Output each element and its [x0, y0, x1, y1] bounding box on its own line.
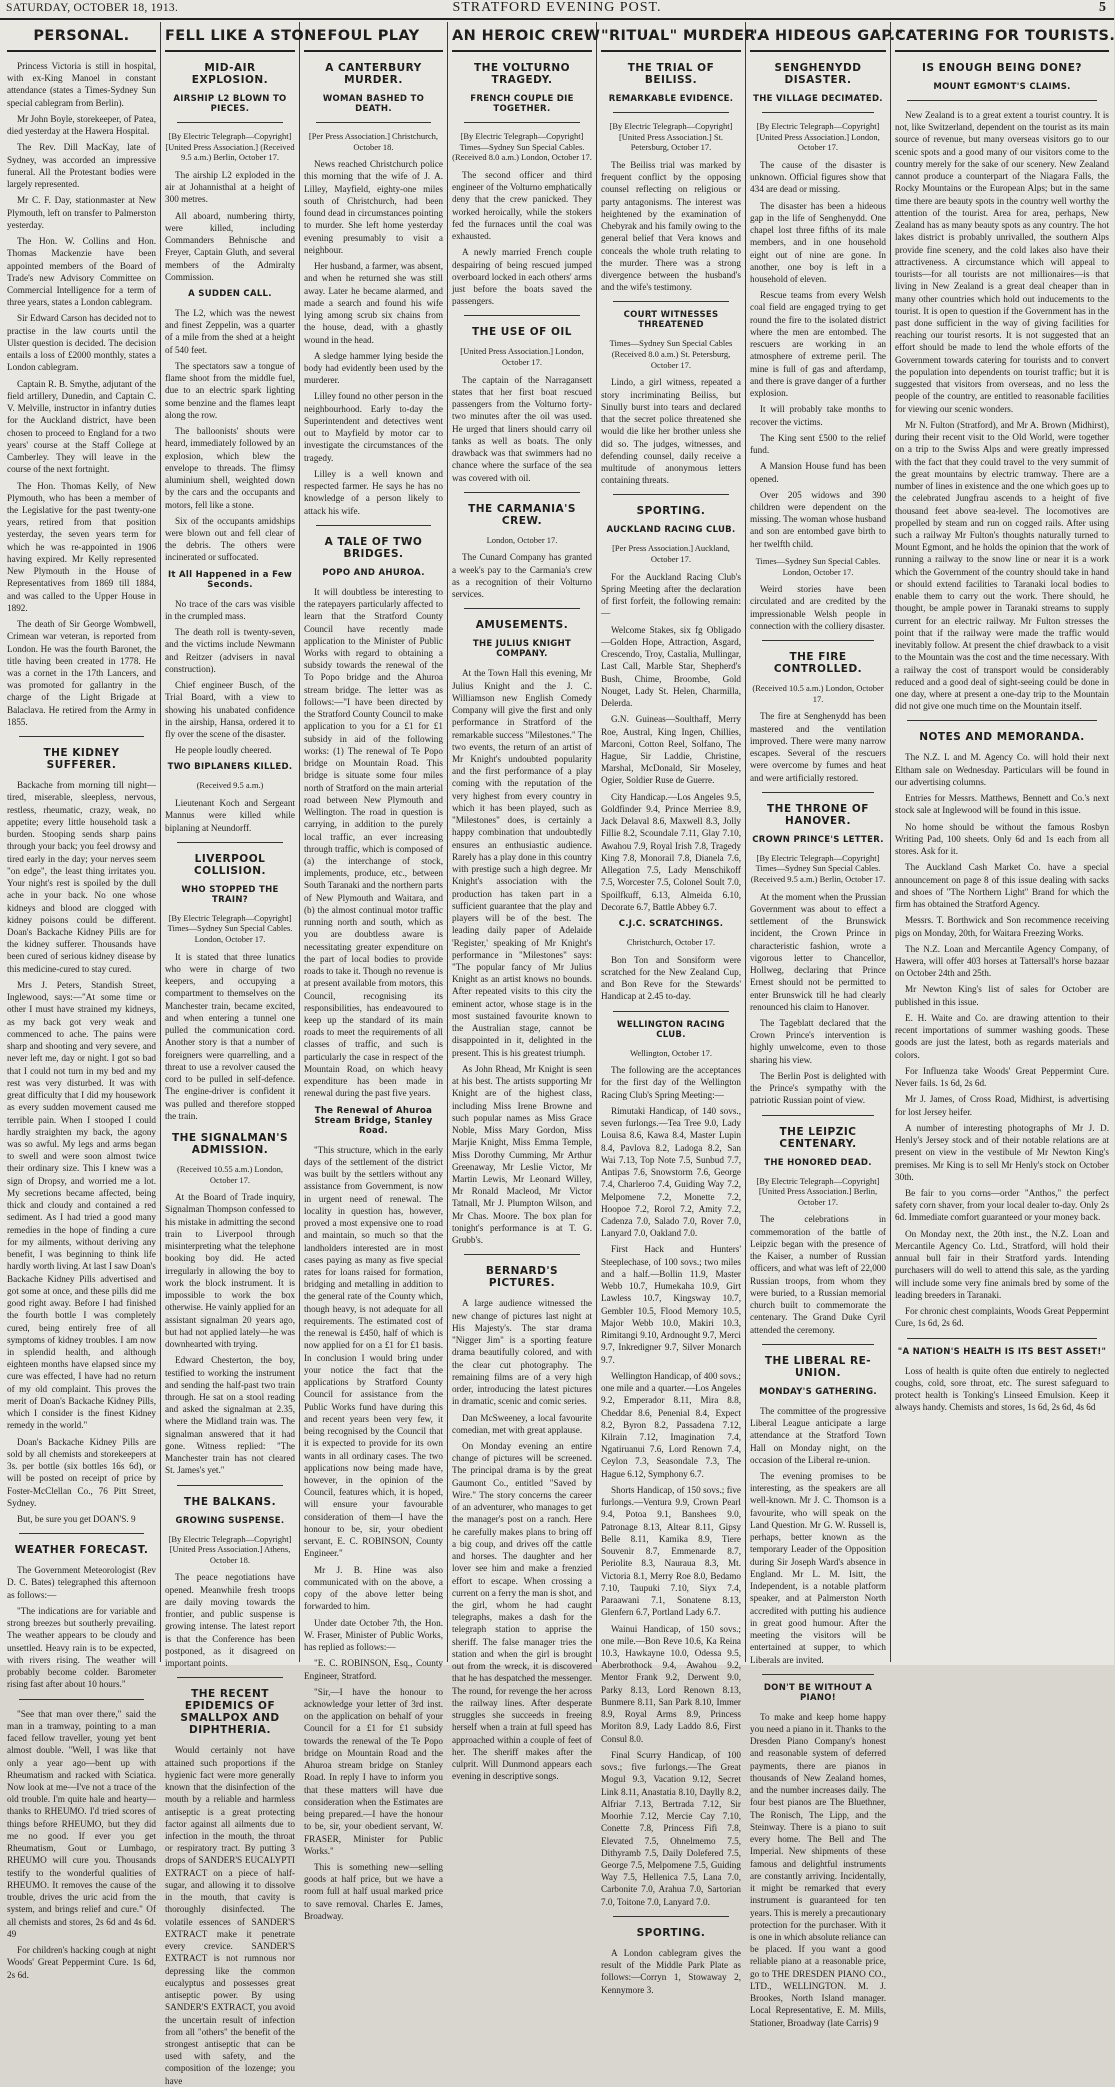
- section-headline: NOTES AND MEMORANDA.: [919, 731, 1085, 744]
- section-divider: [907, 1338, 1097, 1339]
- article-paragraph: For chronic chest complaints, Woods Great Peppermint Cure, 1s 6d, 2s 6d.: [895, 1306, 1109, 1329]
- article-paragraph: To make and keep home happy you need a piano in it. Thanks to the Dresden Piano Company's honest and reasonable system of deferred payments, there are pianos in thousands of New Zealand homes, and the number increases daily. The four best pianos are The Bluethner, The Ronisch, The Lipp, and the Steinway. There is a piano to suit every home. The Bell and The Imperial. New shipments of these famous and delightful instruments are constantly arriving. Incidentally, it might be remarked that every instrument is guaranteed for ten years. This is merely a precautionary protection for the purchaser. With it is one in which absolute reliance can be placed. If you want a good reliable piano at a reasonable price, go to THE DRESDEN PIANO CO., LTD., WELLINGTON. M. J. Brookes, North Island manager. Local Representative, E. M. Mills, Stationer, Broadway (late Carris) 9: [750, 1711, 886, 2028]
- article-paragraph: The Berlin Post is delighted with the Prince's sympathy with the patriotic Russian point of view.: [750, 1070, 886, 1106]
- wire-credit-line: [By Electric Telegraph—Copyright] Times—Sydney Sun Special Cables. London, October 17.: [167, 912, 293, 945]
- article-paragraph: The death roll is twenty-seven, and the victims include Newmann and Reitzer (advisers in naval construction).: [165, 627, 295, 674]
- section-divider: [19, 1533, 144, 1534]
- article-paragraph: Final Scurry Handicap, of 100 sovs.; five furlongs.—The Great Mogul 9.3, Vacation 9.12, Secret Link 8.11, Anastatia 8.10, Daylly 8.2, Alfriar 7.13, Bertrada 7.12, Sir Moorhie 7.12, Mercie Cay 7.10, Conette 7.8, Princess Fifi 7.8, Elevated 7.5, Ohnelmemo 7.5, Dithyramb 7.5, Daily Dolefered 7.5, George 7.5, Melpomene 7.5, Guiding Way 7.5, Hellenica 7.5, Lana 7.0, Carbonite 7.0, Arahua 7.0, Sartorian 7.0, Toitone 7.0, Lanyard 7.0.: [601, 1749, 741, 1907]
- section-subheadline: TWO BIPLANERS KILLED.: [167, 762, 293, 773]
- article-paragraph: Chief engineer Busch, of the Trial Board, with a view to showing his unabated confidence in the airship, Hansa, ordered it to fly over the scene of the disaster.: [165, 680, 295, 740]
- wire-credit-line: [By Electric Telegraph—Copyright] [United Press Association.] London, October 17.: [756, 121, 880, 153]
- section-headline: THE FIRE CONTROLLED.: [773, 651, 863, 676]
- article-paragraph: The peace negotiations have opened. Meanwhile fresh troops are daily moving towards the frontier, and public suspense is growing intense. The latest report is that the Conference has been postponed, as it disagreed on important points.: [165, 1572, 295, 1669]
- section-divider: [907, 100, 1097, 101]
- page-number: 5: [1099, 0, 1106, 15]
- section-divider: [613, 1011, 729, 1012]
- article-paragraph: The spectators saw a tongue of flame shoot from the middle fuel, due to an electric spark lighting some benzine and the flames leapt along the row.: [165, 360, 295, 420]
- section-divider: [464, 1254, 580, 1255]
- article-paragraph: The airship L2 exploded in the air at Johannisthal at a height of 300 metres.: [165, 169, 295, 205]
- article-paragraph: E. H. Waite and Co. are drawing attention to their recent importations of summer washing goods. These goods are just the latest, both as regards materials and colors.: [895, 1012, 1109, 1060]
- column-foul-play: [301, 22, 446, 1921]
- column-banner-headline: FELL LIKE A STONE: [165, 22, 295, 52]
- article-paragraph: It will doubtless be interesting to the ratepayers particularly affected to learn that the Stratford County Council have recently made application to the Minister of Public Works with regard to obtaining a subsidy towards the renewal of the To Popo bridge and the Ahuroa stream bridge. The letter was as follows:—"I have been directed by the Stratford County Council to make application to you for a £1 for £1 subsidy in aid of the following works: (1) The renewal of Te Popo bridge on Mountain Road. This bridge is situate some four miles north of Stratford on the main arterial road between New Plymouth and Wellington. The road in question is carrying, in addition to the purely local traffic, an ever increasing through traffic, which is composed of (a) the interchange of stock, implements, produce, etc., between South Taranaki and the northern parts of New Plymouth and Waitara, and (b) the almost continual motor traffic running north and south, which as you are doubtless aware is necessitating greater expenditure on the part of local bodies to provide roads to take it. Though no revenue is at present available from motors, this Council, recognising its responsibilities, has endeavoured to keep up the standard of its main roads to meet the requirements of all classes of traffic, and such is particularly the case in respect of the Mountain Road, on which heavy expenditure has been made in renewal during the past five years.: [304, 586, 443, 1099]
- section-divider: [907, 720, 1097, 721]
- article-paragraph: Lilley found no other person in the neighbourhood. Early to-day the Superintendent and detectives went out to Mayfield by motor car to investigate the circumstances of the tragedy.: [304, 391, 443, 463]
- article-paragraph: It will probably take months to recover the victims.: [750, 404, 886, 427]
- section-divider: [19, 736, 144, 737]
- wire-credit-line: (Received 10.5 a.m.) London, October 17.: [752, 683, 884, 704]
- section-headline: SENGHENYDD DISASTER.: [774, 62, 862, 86]
- section-headline: THE USE OF OIL: [472, 326, 572, 339]
- section-divider: [464, 315, 580, 316]
- article-paragraph: The Cunard Company has granted a week's pay to the Carmania's crew as a recognition of their Volturno services.: [452, 552, 592, 600]
- section-subheadline: MOUNT EGMONT'S CLAIMS.: [933, 82, 1071, 92]
- article-paragraph: Rimutaki Handicap, of 140 sovs., seven furlongs.—Tea Tree 9.0, Lady Louisa 8.6, Kawa 8.4, Master Lupin 8.4, Pavlova 8.2, Ladoga 8.2, San Wai 7.13, Top Note 7.5, Sunbud 7.7, Antipas 7.6, Snowstorm 7.6, George 7.4, Charleroo 7.4, Guiding Way 7.2, Melpomene 7.2, Monette 7.2, Hoopoe 7.2, Rorol 7.2, Amity 7.2, Cadenza 7.0, Salado 7.0, Rover 7.0, Lanyard 7.0, Oakland 7.0.: [601, 1105, 741, 1239]
- wire-credit-line: London, October 17.: [486, 534, 558, 545]
- article-paragraph: Captain R. B. Smythe, adjutant of the field artillery, Dunedin, and Captain C. V. Melville, instructor in infantry duties for the Auckland district, have been chosen to proceed to England for a two years' course at the Staff College at Camberley. They will leave in the course of the next fortnight.: [7, 378, 156, 475]
- section-headline: THE BALKANS.: [183, 1495, 277, 1508]
- section-divider: [762, 1674, 874, 1675]
- article-paragraph: Six of the occupants amidships were blown out and fell clear of the debris. The others were incinerated or suffocated.: [165, 515, 295, 563]
- article-paragraph: For children's hacking cough at night Woods' Great Peppermint Cure. 1s 6d, 2s 6d.: [7, 1945, 156, 1980]
- article-paragraph: Edward Chesterton, the boy, testified to working the instrument and sending the half-past two train through. He sat on a stool reading and asked the signalman at 2.35, where the Midland train was. The signalman answered that it had gone. Witness replied: "The Manchester train has not cleared St. James's yet.": [165, 1355, 295, 1476]
- section-headline: THE THRONE OF HANOVER.: [767, 802, 869, 827]
- article-paragraph: Wainui Handicap, of 150 sovs.; one mile.—Bon Reve 10.6, Ka Reina 10.3, Hawkayne 10.0, Odessa 9.5, Aberbrothock 9.4, Awahou 9.2, Mentor Frank 9.2, Derwent 9.0, Parky 8.13, Lord Renown 8.13, Bunmere 8.11, San Park 8.10, Immer 8.9, Royal Arms 8.9, Princess Moriton 8.9, Lady Laddo 8.6, First Consul 8.0.: [601, 1623, 741, 1744]
- article-paragraph: Be fair to you corns—order "Anthos," the perfect safety corn shaver, from your local dealer to-day. Only 2s 6d. Immediate comfort guaranteed or your money back.: [895, 1187, 1109, 1223]
- article-paragraph: At the moment when the Prussian Government was about to effect a settlement of the Brunswick incident, the Crown Prince in characteristic fashion, wrote a vigorous letter to Chancellor, Hollweg, declaring that Prince Ernest should not be permitted to enter Brunswick till he had clearly renounced his claim to Hanover.: [750, 891, 886, 1012]
- article-paragraph: Welcome Stakes, six fg Obligado—Golden Hope, Attraction, Asgard, Crescendo, Troy, Castalia, Mullingar, Last Call, Marble Star, Shepherd's Bush, Chime, Broombe, Gold Nouget, Lady St. Helen, Charmilla, Delerda.: [601, 624, 741, 709]
- column-rule: [447, 22, 448, 1662]
- article-paragraph: But, be sure you get DOAN'S. 9: [17, 1514, 136, 1525]
- article-paragraph: Lilley is a well known and respected farmer. He says he has no knowledge of a person likely to attack his wife.: [304, 468, 443, 516]
- article-paragraph: Mr N. Fulton (Stratford), and Mr A. Brown (Midhirst), during their recent visit to the Old World, were together on a trip to the Swiss Alps and were greatly impressed with the fact that they could travel to the very summit of the great mountains by electric tramway. There are a number of lines in existence and the one which goes up to the celebrated Jungfrau ascends to a height of five thousand feet above sea-level. The locomotives are propelled by steam and run on cogged rails. After using such a railway Mr Fulton's thoughts naturally turned to Mount Egmont, and he holds the opinion that the work of running a railway to the snow line or near it is a work which the Government of the country should take in hand or should extend facilities to Taranaki local bodies to enable them to carry out the work. There should, he thought, be ample power in Taranaki streams to supply current for an electric railway. Mr Fulton stresses the point that if the railway were made the traffic would inevitably follow. At present the chief drawback to a visit to the Mountain was the cost and the time necessary. With a railway the cost of transport would be considerably reduced and a good deal of sight-seeing could be done in one day, where at present a one-day trip to the Mountain did not give one much time on the Mountain itself.: [895, 419, 1109, 712]
- section-subheadline: REMARKABLE EVIDENCE.: [608, 94, 734, 104]
- section-divider: [464, 492, 580, 493]
- article-paragraph: Over 205 widows and 390 children were dependent on the missing. The woman whose husband and son are entombed gave birth to her twelfth child.: [750, 489, 886, 549]
- column-rule: [745, 22, 746, 1662]
- section-headline: THE TRIAL OF BEILISS.: [627, 62, 715, 86]
- article-paragraph: Loss of health is quite often due entirely to neglected coughs, cold, sore throat, etc. The surest safeguard to protect health is Tonking's Linseed Emulsion. Keep it always handy. Chemists and stores, 1s 6d, 2s 6d, 4s 6d: [895, 1365, 1109, 1413]
- wire-credit-line: Wellington, October 17.: [630, 1047, 712, 1058]
- section-subheadline: MONDAY'S GATHERING.: [759, 1386, 877, 1397]
- wire-credit-line: (Received 9.5 a.m.): [196, 780, 264, 791]
- article-paragraph: The captain of the Narragansett states that her first boat rescued passengers from the Volturno forty-two minutes after the oil was used. He urged that liners should carry oil tanks as well as boats. The only drawback was that swimmers had no chance where the surface of the sea was covered with oil.: [452, 374, 592, 483]
- section-headline: THE VOLTURNO TRAGEDY.: [473, 62, 571, 86]
- section-subheadline: FRENCH COUPLE DIE TOGETHER.: [470, 94, 574, 114]
- article-paragraph: Messrs. T. Borthwick and Son recommence receiving pigs on Monday, 20th, for Waitara Freezing Works.: [895, 915, 1109, 938]
- article-paragraph: Bon Ton and Sonsiform were scratched for the New Zealand Cup, and Bon Reve for the Stewards' Handicap at 2.45 to-day.: [601, 954, 741, 1002]
- column-rule: [160, 22, 161, 1662]
- issue-date: SATURDAY, OCTOBER 18, 1913.: [6, 2, 179, 14]
- column-banner-headline: PERSONAL.: [7, 22, 156, 52]
- article-paragraph: Mrs J. Peters, Standish Street, Inglewood, says:—"At some time or other I must have strained my kidneys, as my back got very weak and commenced to ache. The pains were sharp and shooting and very severe, and never left me, day or night. I got so bad that I could not turn in my bed and my rest was very disturbed. It was with great difficulty that I did my housework as every sudden movement caused me terrible pain. When I stooped I could hardly straighten my back, the agony was so awful. My legs and arms began to swell and were soon almost twice their ordinary size. This I knew was a sign of Dropsy, and worried me a lot. My secretions became affected, being thick and cloudy and contained a red sediment. As I had tried a good many remedies in the hope of finding a cure for my ailments, without deriving any benefit, I was beginning to think life hardly worth living. At last I saw Doan's Backache Kidney Pills advertised and got some at once, and these pills did me good right away. Before I had finished the fourth bottle I was completely cured, being entirely free of all symptoms of kidney troubles. I am now in splendid health, and although eighteen months have elapsed since my cure was effected, I have had no return of my old complaint. This proves the merit of Doan's Backache Kidney Pills, which I consider is the finest Kidney remedy in the world.": [7, 979, 156, 1431]
- article-paragraph: He people loudly cheered.: [175, 745, 272, 756]
- article-paragraph: Mr Newton King's list of sales for October are published in this issue.: [895, 984, 1109, 1007]
- section-divider: [762, 112, 874, 113]
- article-paragraph: Mr J. James, of Cross Road, Midhirst, is advertising for lost Jersey heifer.: [895, 1094, 1109, 1117]
- wire-credit-line: [By Electric Telegraph—Copyright] [United Press Association.] St. Petersburg, October 17.: [609, 121, 733, 153]
- section-headline: SPORTING.: [636, 505, 706, 518]
- column-a-hideous-gap: [747, 22, 904, 2028]
- section-subheadline: CROWN PRINCE'S LETTER.: [752, 834, 884, 845]
- article-paragraph: The committee of the progressive Liberal League anticipate a large attendance at the Stratford Town Hall on Monday night, on the occasion of the Liberal re-union.: [750, 1405, 886, 1465]
- article-paragraph: A number of interesting photographs of Mr J. D. Henly's Jersey stock and of their notable relations are at present on view in the vestibule of Mr Newton King's premises. Mr King is to sell Mr Henly's stock on October 30th.: [895, 1122, 1109, 1182]
- section-headline: THE RECENT EPIDEMICS OF SMALLPOX AND DIPHTHERIA.: [180, 1688, 280, 1737]
- section-headline: THE CARMANIA'S CREW.: [468, 502, 576, 527]
- article-paragraph: It is stated that three lunatics who were in charge of two keepers, and occupying a compartment to themselves on the Manchester train, became excited, and when entering a tunnel one pulled the communication cord. Another story is that a number of foreigners were quarrelling, and a threat to use a revolver caused the cord to be pulled in self-defence. The engine-driver is confident it was pulled and therefore stopped the train.: [165, 951, 295, 1121]
- article-paragraph: First Hack and Hunters' Steeplechase, of 100 sovs.; two miles and a half.—Bollin 11.9, Master Webb 10.7, Humekaha 10.9, Girt Lawless 10.7, Kingsway 10.7, Gembler 10.5, Flood Memory 10.5, Major Webb 10.0, Makiri 10.3, Rimitangi 9.10, Ardnought 9.7, Merci 9.7, Inkredigner 9.7, Silver Monarch 9.7.: [601, 1244, 741, 1365]
- section-divider: [316, 525, 431, 526]
- section-headline: THE SIGNALMAN'S ADMISSION.: [171, 1131, 289, 1156]
- article-paragraph: New Zealand is to a great extent a tourist country. It is not, like Switzerland, dependent on the tourist as its main source of revenue, but many overseas visitors go to our scenic spots and a good many of our visitors come to the country merely for the sake of our scenery. New Zealand cannot produce a counterpart of the Niagara Falls, the Rocky Mountains or the European Alps; but in the same time there are beauty spots in the country well worthy the attention of the tourist. Area for area, perhaps, New Zealand has as many beauty spots as any country. The hot lakes district is probably unrivalled, the southern Alps provide fine scenery, and the cold lakes also have their attractiveness. A circumstance which will appeal to tourists—for all tourists are not millionaires—is that living in New Zealand is a great deal cheaper than in many other countries which hold out inducements to the tourist. It is open to question if the Government has in the past done sufficient in the way of giving facilities for reaching our tourist resorts. It is not suggested that an effort should be made to lend the whole efforts of the Government towards catering for tourists and to convert the population into dependents on tourist traffic; but it is suggested that visitors from overseas, and no less the people of the country, are entitled to reasonable facilities for viewing our scenic wonders.: [895, 110, 1109, 414]
- article-paragraph: At the Town Hall this evening, Mr Julius Knight and the J. C. Williamson new English Comedy Company will give the first and only performance in Stratford of the remarkable success "Milestones." The two events, the return of an artist of Mr Knight's undoubted popularity and the first performance of a play coming with the reputation of the very highest from every country in which it has been played, such as "Milestones" does, is certainly a happy combination that undoubtedly ensures an enthusiastic audience. Rarely has a play done in this country with prestige such a high degree. Mr Knight's association with the production has taken part in a sufficient guarantee that the play and players will be of the best. The leading daily paper of Adelaide 'Register,' speaking of Mr Knight's performance in "Milestones" says: "The popular fancy of Mr Julius Knight as an artist knows no bounds. After repeated visits to this city the eminent actor, whose stage is in the most sustained favourite known to the Australian stage, cannot be disappointed in it, delighted in the present. This is his greatest triumph.: [452, 668, 592, 1058]
- article-paragraph: The following are the acceptances for the first day of the Wellington Racing Club's Spring Meeting:—: [601, 1065, 741, 1100]
- article-paragraph: The fire at Senghenydd has been mastered and the ventilation improved. There were many narrow escapes. Several of the rescuers were overcome by fumes and heat and were artificially restored.: [750, 711, 886, 783]
- section-divider: [613, 301, 729, 302]
- column-ritual-murder: [598, 22, 763, 1995]
- wire-credit-line: [United Press Association.] London, October 17.: [460, 346, 584, 368]
- column-banner-headline: "A HIDEOUS GAP.": [750, 22, 886, 52]
- section-divider: [613, 112, 729, 113]
- article-paragraph: Shorts Handicap, of 150 sovs.; five furlongs.—Ventura 9.9, Crown Pearl 9.4, Potoa 9.1, Banshees 9.0, Patronage 8.13, Altear 8.11, Gipsy Belle 8.11, Kamika 8.9, Tiere Souvenir 8.7, Emmenarde 8.7, Periolite 8.3, Nauraua 8.3, Mt. Victoria 8.1, Merry Roe 8.0, Bedamo 7.10, Taupuki 7.10, Siyx 7.4, Paraawani 7.1, Sonatene 8.13, Glenfern 6.7, Portland Lady 6.7.: [601, 1484, 741, 1618]
- column-rule: [299, 22, 300, 1662]
- section-headline: SPORTING.: [636, 1926, 706, 1939]
- article-paragraph: "This structure, which in the early days of the settlement of the district was built by the settlers without any assistance from Government, is now in urgent need of renewal. The locality in question has, however, proved a most expensive one to road and maintain, so much so that the landholders interested are in most cases paying as many as five special rates for loans raised for formation, bridging and metalling in addition to the general rate of the County which, though heavy, is not adequate for all requirements. The estimated cost of the renewal is £450, half of which is now applied for on a £1 for £1 basis. In conclusion I would bring under your notice the fact that the applications by Stratford County Council for assistance from the Public Works fund have during this and recent years been very few, it being recognised by the Council that it is expected to provide for its own wants in all ordinary cases. The two applications now being made have, however, in the opinion of the Council, features which, it is hoped, will ensure your favourable consideration of them—I have the honour to be, sir, your obedient servant, E. C. ROBINSON, County Engineer.": [304, 1144, 443, 1559]
- section-subheadline: WOMAN BASHED TO DEATH.: [322, 94, 425, 114]
- section-headline: LIVERPOOL COLLISION.: [193, 852, 267, 877]
- article-paragraph: This is something new—selling goods at half price, but we have a room full at half usual marked price to save removal. Charles E. James, Broadway.: [304, 1862, 443, 1921]
- section-subheadline: POPO AND AHUROA.: [322, 567, 425, 578]
- section-subheadline: THE JULIUS KNIGHT COMPANY.: [472, 639, 572, 660]
- section-headline: IS ENOUGH BEING DONE?: [922, 62, 1082, 74]
- article-paragraph: A large audience witnessed the new change of pictures last night at His Majesty's. The star drama "Nigger Jim" is a sporting feature drama beautifully colored, and with the clear cut photography. The remaining films are of a very high order, introducing the latest pictures in dramatic, scenic and comic series.: [452, 1298, 592, 1407]
- article-paragraph: News reached Christchurch police this morning that the wife of J. A. Lilley, Mayfield, eighty-one miles south of Christchurch, had been found dead in circumstances pointing to murder. She left home yesterday evening presumably to visit a neighbour.: [304, 159, 443, 255]
- article-paragraph: Lieutenant Koch and Sergeant Mannus were killed while biplaning at Neundorff.: [165, 798, 295, 833]
- newspaper-title: STRATFORD EVENING POST.: [452, 0, 662, 15]
- wire-credit-line: [By Electric Telegraph—Copyright] [United Press Association.] Athens, October 18.: [168, 1533, 292, 1565]
- article-paragraph: Sir Edward Carson has decided not to practise in the law courts until the Ulster question is decided. The decision entails a loss of £2000 monthly, states a London cablegram.: [7, 313, 156, 373]
- article-paragraph: The Beiliss trial was marked by frequent conflict by the opposing counsel reflecting on religious or party antagonisms. The interest was heightened by the examination of Chebyrak and his family owing to the general belief that Vera knows and conceals the whole truth relating to the murder. There was a strong divergence between the husband's and the wife's testimony.: [601, 159, 741, 293]
- article-paragraph: "The indications are for variable and strong breezes but southerly prevailing. The weather appears to be cloudy and unsettled. Heavy rain is to be expected, with rivers rising. The weather will probably become colder. Barometer rising fast after about 10 hours.": [7, 1605, 156, 1690]
- section-subheadline: WELLINGTON RACING CLUB.: [617, 1019, 725, 1040]
- article-paragraph: As John Rhead, Mr Knight is seen at his best. The artists supporting Mr Knight are of the highest class, including Miss Irene Browne and such popular names as Miss Grace Noble, Miss Mary Gordon, Miss Marjie Knight, Miss Emma Temple, Miss Dorothy Cumming, Mr Arthur Greenaway, Mr Leslie Victor, Mr Martin Lewis, Mr Leonard Willey, Mr Ronald Macleod, Mr Victor Tatnall, Mr J. Plumpton Wilson, and Mr Chas. Moore. The box plan for tonight's performance is at T. G. Grubb's.: [452, 1063, 592, 1246]
- section-divider: [464, 608, 580, 609]
- column-banner-headline: AN HEROIC CREW: [452, 22, 592, 52]
- article-paragraph: Rescue teams from every Welsh coal field are engaged trying to get round the fire to the isolated district where the men are entombed. The rescuers are working in an atmosphere of extreme peril. The mine is full of gas and afterdamp, and there is grave danger of a further explosion.: [750, 290, 886, 399]
- article-paragraph: A London cablegram gives the result of the Middle Park Plate as follows:—Corryn 1, Stowaway 2, Kennymore 3.: [601, 1947, 741, 1995]
- section-divider: [19, 1699, 144, 1700]
- section-divider: [613, 1916, 729, 1917]
- section-divider: [762, 1344, 874, 1345]
- article-paragraph: G.N. Guineas—Soulthaff, Merry Roe, Austral, King Ingen, Chillies, Marconi, Cotton Reel, Solfano, The Hague, Sir Laddie, Christine, Marshal, McDonald, Sir Moseley, Ogier, Soldier Ruse de Guerre.: [601, 714, 741, 786]
- section-divider: [316, 122, 431, 123]
- section-headline: BERNARD'S PICTURES.: [485, 1265, 559, 1290]
- article-paragraph: The second officer and third engineer of the Volturno emphatically deny that the crew panicked. They worked heroically, while the stokers fed the furnaces until the coal was exhausted.: [452, 169, 592, 242]
- section-subheadline: THE VILLAGE DECIMATED.: [753, 94, 883, 104]
- article-paragraph: "E. C. ROBINSON, Esq., County Engineer, Stratford.: [304, 1658, 443, 1681]
- section-headline: THE LEIPZIC CENTENARY.: [779, 1125, 857, 1150]
- section-headline: A CANTERBURY MURDER.: [325, 62, 422, 86]
- column-banner-headline: FOUL PLAY: [304, 22, 443, 52]
- section-subheadline: "A NATION'S HEALTH IS ITS BEST ASSET!": [897, 1346, 1107, 1357]
- article-paragraph: Would certainly not have attained such proportions if the hygienic fact were more generally known that the disinfection of the mouth by a reliable and harmless antiseptic is a great protecting factor against all ailments due to infection in the mouth, the throat or respiratory tract. By putting 3 drops of SANDER'S EUCALYPTI EXTRACT on a piece of half-sugar, and allowing it to dissolve in the mouth, that cavity is thoroughly disinfected. The volatile essences of SANDER'S EXTRACT make it penetrate every crevice. SANDER'S EXTRACT is not rumnous nor depressing like the common eucalyptus and possesses great antiseptic power. By using SANDER'S EXTRACT, you avoid the uncertain result of infection from all "others" the benefit of the strongest antiseptic that can be used with safety, and the composition of the lozenge; you have: [165, 1745, 295, 2086]
- section-headline: THE LIBERAL RE-UNION.: [764, 1354, 872, 1379]
- section-divider: [464, 122, 580, 123]
- article-paragraph: The Hon. Thomas Kelly, of New Plymouth, who has been a member of the Legislative for the past twenty-one years, retired from that position yesterday, the seven years term for which he was re-appointed in 1906 having expired. Mr Kelly represented New Plymouth in the House of Representatives from 1869 till 1884, and was called to the Upper House in 1892.: [7, 480, 156, 613]
- wire-credit-line: [By Electric Telegraph—Copyright] [United Press Association.] Berlin, October 17.: [756, 1175, 880, 1207]
- section-divider: [177, 122, 283, 123]
- article-paragraph: Mr John Boyle, storekeeper, of Patea, died yesterday at the Hawera Hospital.: [7, 113, 156, 137]
- article-paragraph: A Mansion House fund has been opened.: [750, 461, 886, 484]
- article-paragraph: Entries for Messrs. Matthews, Bennett and Co.'s next stock sale at Inglewood will be found in this issue.: [895, 793, 1109, 816]
- article-paragraph: The evening promises to be interesting, as the speakers are all well-known. Mr J. C. Thomson is a favourite, who will speak on the Land Question. Mr G. W. Russell is, perhaps, better known as the temporary Leader of the Opposition during Sir Joseph Ward's absence in England. Mr L. M. Isitt, the Independent, is a notable platform speaker, and at Palmerston North accredited with putting his audience in great good humour. After the meeting the visitors will be entertained at supper, to which Liberals are invited.: [750, 1471, 886, 1665]
- article-paragraph: On Monday evening an entire change of pictures will be screened. The principal drama is by the great Gaumont Co., entitled "Saved by Wire." The story concerns the career of an adventurer, who manages to get the manager's post on a ranch. Here he carefully makes plans to bring off a big coup, and drives off the cattle and horses. The daughter and her lover see him and make a frenzied effort to escape. When crossing a current on a ferry the man is shot, and the girl, whom he had caught telegraphs, makes a dash for the telegraph station to apprise the sheriff. The false manager tries the station and when the girl is brought out from the wreck, it is discovered that he has despatched the messenger. The round, for revenge the her across the railway lines. After desperate struggles she succeeds in freeing herself when a train at full speed has approached within a couple of feet of her. The sheriff makes after the culprit. Will Dunmond appears each evening in descriptive songs.: [452, 1440, 592, 1782]
- wire-credit-line: Christchurch, October 17.: [626, 937, 716, 948]
- section-headline: MID-AIR EXPLOSION.: [191, 62, 269, 86]
- section-subheadline: AUCKLAND RACING CLUB.: [606, 525, 736, 536]
- article-paragraph: A newly married French couple despairing of being rescued jumped overboard locked in each others' arms just before the boats saved the passengers.: [452, 247, 592, 307]
- wire-credit-line: [By Electric Telegraph—Copyright] Times—Sydney Sun Special Cables. (Received 9.5 a.m.) Berlin, October 17.: [750, 852, 886, 884]
- section-subheadline: A SUDDEN CALL.: [188, 288, 272, 299]
- section-subheadline: DON'T BE WITHOUT A PIANO!: [763, 1682, 873, 1703]
- column-an-heroic-crew: [449, 22, 601, 1782]
- wire-credit-line: [By Electric Telegraph—Copyright] Times—Sydney Sun Special Cables. (Received 8.0 a.m.) London, October 17.: [452, 131, 592, 163]
- article-paragraph: The balloonists' shouts were heard, immediately followed by an explosion, which blew the envelope to threads. The flimsy aluminium shell, weighted down by the cars and the occupants and motors, fell like a stone.: [165, 426, 295, 510]
- article-paragraph: Dan McSweeney, a local favourite comedian, met with great applause.: [452, 1412, 592, 1435]
- article-paragraph: Mr C. F. Day, stationmaster at New Plymouth, left on transfer to Palmerston yesterday.: [7, 195, 156, 230]
- article-paragraph: Under date October 7th, the Hon. W. Fraser, Minister of Public Works, has replied as follows:—: [304, 1617, 443, 1653]
- article-paragraph: The death of Sir George Wombwell, Crimean war veteran, is reported from London. He was the fourth Baronet, the title having been created in 1778. He was a cornet in the 17th Lancers, and was promoted for gallantry in the charge of the Light Brigade at Balaclava. He retired from the Army in 1855.: [7, 619, 156, 727]
- wire-credit-line: [By Electric Telegraph—Copyright] [United Press Association.] (Received 9.5 a.m.) Berlin, October 17.: [165, 131, 295, 163]
- article-paragraph: Princess Victoria is still in hospital, with ex-King Manoel in constant attendance (states a Times-Sydney Sun special cablegram from Berlin).: [7, 61, 156, 108]
- article-paragraph: "See that man over there," said the man in a tramway, pointing to a man faced fellow traveller, young yet bent almost double. "Well, I was like that only a year ago—bent up with Rheumatism and racked with Sciatica. Now look at me—I've not a trace of the old trouble. I'm quite hale and hearty—thanks to RHEUMO. I'd tried scores of things before RHEUMO, but they did me no good. If ever you get Rheumatism, Gout or Lumbago, RHEUMO will cure you. Thousands testify to the wonderful qualities of RHEUMO. It removes the cause of the trouble, drives the uric acid from the system, and brings relief and cure." Of all chemists and stores, 2s 6d and 4s 6d. 49: [7, 1708, 156, 1939]
- section-headline: THE KIDNEY SUFFERER.: [43, 747, 120, 772]
- article-paragraph: All aboard, numbering thirty, were killed, including Commanders Behnische and Freyer, Captain Gluth, and several members of the Admiralty Commission.: [165, 210, 295, 282]
- section-subheadline: AIRSHIP L2 BLOWN TO PIECES.: [173, 94, 287, 114]
- article-paragraph: The King sent £500 to the relief fund.: [750, 432, 886, 456]
- article-paragraph: At the Board of Trade inquiry, Signalman Thompson confessed to his mistake in admitting the second train to Liverpool through misinterpreting what the telephone booking boy did. He acted irregularly in allowing the boy to work the block instrument. It is impossible to work the box otherwise. He vainly applied for an assistant signalman 20 years ago, but had not applied lately—he was downhearted with trying.: [165, 1192, 295, 1350]
- section-subheadline: It All Happened in a Few Seconds.: [167, 569, 293, 590]
- section-divider: [177, 1485, 283, 1486]
- article-paragraph: A sledge hammer lying beside the body had evidently been used by the murderer.: [304, 350, 443, 386]
- masthead: [0, 0, 1114, 20]
- section-headline: A TALE OF TWO BRIDGES.: [324, 535, 423, 560]
- section-divider: [177, 1677, 283, 1678]
- article-paragraph: The Auckland Cash Market Co. have a special announcement on page 8 of this issue dealing with sacks and shoes of "The Northern Light" Brand for which the firm has obtained the Stratford Agency.: [895, 862, 1109, 910]
- article-paragraph: The N.Z. Loan and Mercantile Agency Company, of Hawera, will offer 403 horses at Tattersall's horse bazaar on October 24th and 25th.: [895, 943, 1109, 979]
- section-divider: [762, 1115, 874, 1116]
- section-divider: [177, 842, 283, 843]
- article-paragraph: On Monday next, the 20th inst., the N.Z. Loan and Mercantile Agency Co. Ltd., Stratford, will hold their annual bull fair in their Stratford yards. Intending purchasers will do well to attend this sale, as the yarding will include some very fine animals bred by some of the leading breeders in Taranaki.: [895, 1228, 1109, 1300]
- wire-credit-line: Times—Sydney Sun Special Cables (Received 8.0 a.m.) St. Petersburg, October 17.: [609, 338, 733, 370]
- column-rule: [890, 22, 891, 1662]
- article-paragraph: Doan's Backache Kidney Pills are sold by all chemists and storekeepers at 3s. per bottle (six bottles 16s 6d), or will be posted on receipt of price by Foster-McClellan Co., 76 Pitt Street, Sydney.: [7, 1436, 156, 1508]
- article-paragraph: The Government Meteorologist (Rev D. C. Bates) telegraphed this afternoon as follows:—: [7, 1565, 156, 1600]
- article-paragraph: Wellington Handicap, of 400 sovs.; one mile and a quarter.—Los Angeles 9.2, Emperador 8.11, Mira 8.8, Cheddar 8.6, Penenial 8.4, Expect 8.2, Byron 8.2, Passadena 7.12, Kilrain 7.12, Imagination 7.4, Ngatiruanui 7.6, Lord Renown 7.4, Ceylon 7.3, Seasondale 7.3, The Hague 6.12, Symphony 6.7.: [601, 1370, 741, 1479]
- article-paragraph: City Handicap.—Los Angeles 9.5, Goldfinder 9.4, Prince Merriee 8.9, Jack Delaval 8.6, Maxwell 8.3, Jolly Fillie 8.2, Scoundale 7.11, Glay 7.10, Awahou 7.9, Royal Irish 7.8, Tragedy King 7.8, Monorail 7.8, Dianela 7.6, Allegation 7.5, Lady Menschikoff 7.5, Worcester 7.5, Colonel Soult 7.0, Spoilfkuff, 6.13, Almeida 6.10, Decorate 6.7, Battle Abbey 6.7.: [601, 791, 741, 912]
- section-divider: [762, 640, 874, 641]
- article-paragraph: The N.Z. L and M. Agency Co. will hold their next Eltham sale on Wednesday. Particulars will be found in our advertising columns.: [895, 752, 1109, 787]
- article-paragraph: The celebrations in commemoration of the battle of Leipzic began with the presence of the Kaiser, a number of Russian officers, and what was left of 22,000 Russian troops, from whom they were buried, to a Russian memorial church built to commemorate the centenary. The Grand Duke Cyril attended the ceremony.: [750, 1214, 886, 1335]
- section-subheadline: GROWING SUSPENSE.: [175, 1515, 285, 1526]
- article-paragraph: Backache from morning till night—tired, miserable, sleepless, nervous, restless, rheumatic, crazy, weak, no appetite; every little household task a burden. Stooping sends sharp pains through your back; you feel drowsy and tired early in the day; your nerves seem "on edge", the least thing irritates you. Your night's rest is spoiled by the dull ache in your back. No one whose kidneys and blood are clogged with kidney poisons could be different. Doan's Backache Kidney Pills are for the kidney sufferer. Thousands have been cured of serious kidney disease by this medicine-cured to stay cured.: [7, 780, 156, 974]
- section-divider: [762, 792, 874, 793]
- wire-credit-line: [Per Press Association.] Christchurch, October 18.: [308, 131, 439, 152]
- section-subheadline: THE HONORED DEAD.: [764, 1157, 872, 1168]
- wire-credit-line: [Per Press Association.] Auckland, October 17.: [612, 543, 730, 565]
- column-rule: [596, 22, 597, 1662]
- article-paragraph: Lindo, a girl witness, repeated a story incriminating Beiliss, but Sinully burst into tears and declared that the secret police threatened she would die like her brother unless she did so. The judges, witnesses, and defending counsel, daily receive a multitude of anonymous letters containing threats.: [601, 377, 741, 486]
- article-paragraph: Her husband, a farmer, was absent, and when he returned she was still away. Later he became alarmed, and made a search and found his wife lying among scrub six chains from the house, dead, with a ghastly wound in the head.: [304, 261, 443, 345]
- column-personal: [4, 22, 159, 1980]
- article-paragraph: Weird stories have been circulated and are credited by the impressionable Welsh people in connection with the colliery disaster.: [750, 584, 886, 631]
- wire-credit-line: (Received 10.55 a.m.) London, October 17.: [177, 1163, 283, 1185]
- column-banner-headline: "RITUAL" MURDER.: [601, 22, 741, 52]
- section-divider: [613, 494, 729, 495]
- article-paragraph: The Rev. Dill MacKay, late of Sydney, was accorded an impressive funeral. All the Protestant bodies were largely represented.: [7, 142, 156, 190]
- article-paragraph: The cause of the disaster is unknown. Official figures show that 434 are dead or missing.: [750, 159, 886, 195]
- article-paragraph: For Influenza take Woods' Great Peppermint Cure. Never fails. 1s 6d, 2s 6d.: [895, 1065, 1109, 1089]
- article-paragraph: No trace of the cars was visible in the crumpled mass.: [165, 598, 295, 621]
- article-paragraph: No home should be without the famous Rosbyn Writing Pad, 100 sheets. Only 6d and 1s each from all stores. Ask for it.: [895, 821, 1109, 857]
- section-subheadline: WHO STOPPED THE TRAIN?: [181, 884, 279, 905]
- article-paragraph: "Sir,—I have the honour to acknowledge your letter of 3rd inst. on the application on behalf of your Council for a £1 for £1 subsidy towards the renewal of the Te Popo bridge on Mountain Road and the Ahuroa stream bridge on Stanley Road. In reply I have to inform you that these matters will have due consideration when the Estimates are being prepared.—I have the honour to be, sir, your obedient servant, W. FRASER, Minister for Public Works.": [304, 1686, 443, 1856]
- article-paragraph: The disaster has been a hideous gap in the life of Senghenydd. One chapel lost three fifths of its male members, and in one household eight out of nine are gone. In another, one boy is left in a household of eleven.: [750, 200, 886, 284]
- article-paragraph: Mr J. B. Hine was also communicated with on the above, a copy of the above letter being forwarded to him.: [304, 1564, 443, 1612]
- article-paragraph: The L2, which was the newest and finest Zeppelin, was a quarter of a mile from the shed at a height of 540 feet.: [165, 307, 295, 355]
- column-catering-for-tourists: [892, 22, 1115, 1660]
- section-headline: AMUSEMENTS.: [475, 619, 569, 632]
- section-headline: WEATHER FORECAST.: [14, 1544, 149, 1557]
- section-subheadline: C.J.C. SCRATCHINGS.: [618, 919, 724, 930]
- section-subheadline: The Renewal of Ahuroa Stream Bridge, Stanley Road.: [314, 1105, 433, 1136]
- column-banner-headline: CATERING FOR TOURISTS.: [895, 22, 1109, 52]
- section-subheadline: COURT WITNESSES THREATENED: [623, 310, 719, 331]
- article-paragraph: For the Auckland Racing Club's Spring Meeting after the declaration of first forfeit, the following remain:—: [601, 571, 741, 619]
- wire-credit-line: Times—Sydney Sun Special Cables. London, October 17.: [755, 555, 881, 577]
- column-fell-like-a-stone: [162, 22, 327, 2086]
- article-paragraph: The Hon. W. Collins and Hon. Thomas Mackenzie have been appointed members of the Board of Trade's new Advisory Committee on Commercial Intelligence for a term of three years, states a London cablegram.: [7, 236, 156, 308]
- article-paragraph: The Tageblatt declared that the Crown Prince's intervention is highly unwelcome, even to those sharing his view.: [750, 1017, 886, 1065]
